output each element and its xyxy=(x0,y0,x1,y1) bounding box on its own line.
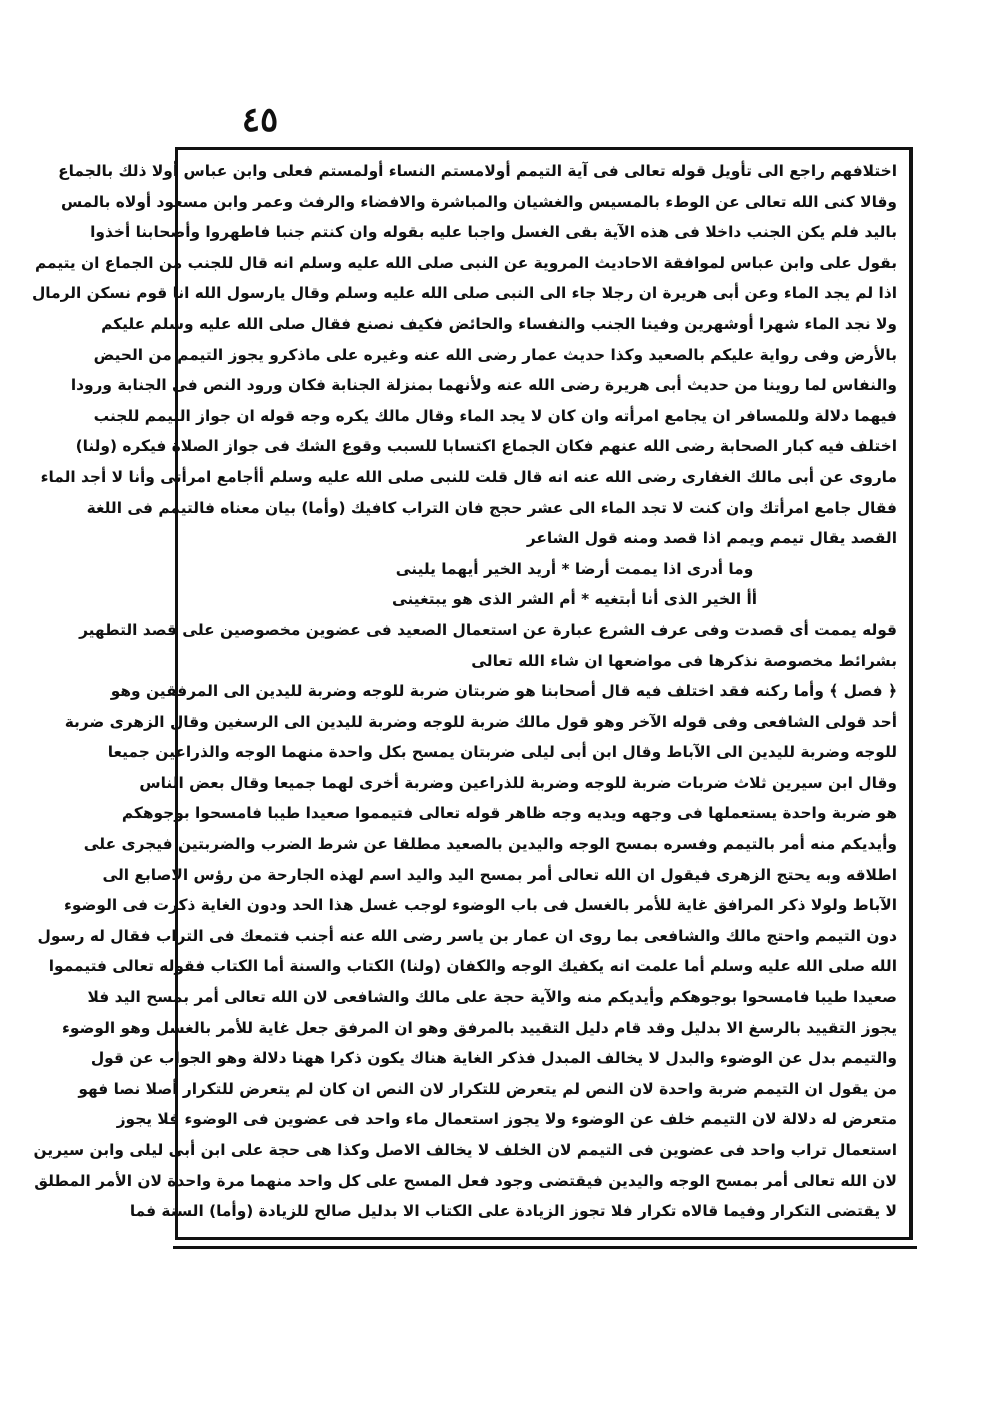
text-line: والتيمم بدل عن الوضوء والبدل لا يخالف المبدل فذكر الغاية هناك يكون ذكرا ههنا دلالة وهو الجواب عن قول xyxy=(90,1049,897,1068)
section-heading-line: ﴿ فصل ﴾ وأما ركنه فقد اختلف فيه قال أصحابنا هو ضربتان ضربة للوجه وضربة لليدين الى المرفقين وهو xyxy=(110,682,897,701)
text-line: صعيدا طيبا فامسحوا بوجوهكم وأيديكم منه والآية حجة على مالك والشافعى لان الله تعالى أمر بمسح اليد فلا xyxy=(87,988,897,1007)
text-line: بالأرض وفى رواية عليكم بالصعيد وكذا حديث عمار رضى الله عنه وغيره على ماذكرو يجوز التيمم من الحيض xyxy=(93,345,897,364)
text-line: وأيديكم منه أمر بالتيمم وفسره بمسح الوجه واليدين بالصعيد مطلقا عن شرط الضرب والضربتين فيجرى على xyxy=(83,835,897,854)
paragraph-definition xyxy=(79,615,897,676)
text-line: اختلافهم راجع الى تأويل قوله تعالى فى آية التيمم أولامستم النساء أولمستم فعلى وابن عباس أولا ذلك بالجماع xyxy=(58,162,897,180)
text-line: أحد قولى الشافعى وفى قوله الآخر وهو قول مالك ضربة للوجه وضربة لليدين الى الرسغين وقال الزهرى ضربة xyxy=(64,712,897,731)
text-line: ماروى عن أبى مالك الغفارى رضى الله عنه انه قال قلت للنبى صلى الله عليه وسلم أأجامع امرأتى وأنا لا أجد الماء xyxy=(40,467,897,486)
verse-line: وما أدرى اذا يممت أرضا * أريد الخير أيهما يلينى xyxy=(395,559,754,578)
text-line: لا يقتضى التكرار وفيما قالاه تكرار فلا تجوز الزيادة على الكتاب الا بدليل صالح للزيادة (وأما) السنة فما xyxy=(129,1202,897,1221)
text-line: اطلاقه وبه يحتج الزهرى فيقول ان الله تعالى أمر بمسح اليد واليد اسم لهذه الجارحة من رؤس الاصابع الى xyxy=(102,865,897,884)
frame-bottom-rule xyxy=(173,1246,917,1249)
paragraph-opening xyxy=(31,156,897,554)
text-line: الله صلى الله عليه وسلم أما علمت انه يكفيك الوجه والكفان (ولنا) الكتاب والسنة أما الكتاب فقوله تعالى فتيمموا xyxy=(48,957,897,976)
text-line: بشرائط مخصوصة نذكرها فى مواضعها ان شاء الله تعالى xyxy=(471,651,897,670)
text-line: والنفاس لما روينا من حديث أبى هريرة رضى الله عنه ولأنهما بمنزلة الجنابة فكان ورود النص فى الجنابة ورودا xyxy=(70,376,897,395)
text-line: باليد فلم يكن الجنب داخلا فى هذه الآية بقى الغسل واجبا عليه بقوله وان كنتم جنبا فاطهروا وأصحابنا أخذوا xyxy=(90,223,897,242)
text-line: قوله يممت أى قصدت وفى عرف الشرع عبارة عن استعمال الصعيد فى عضوين مخصوصين على قصد التطهير xyxy=(79,620,897,639)
text-line: فيهما دلالة وللمسافر ان يجامع امرأته وان كان لا يجد الماء وقال مالك يكره وجه قوله ان جواز التيمم للجنب xyxy=(93,406,897,425)
text-line: القصد يقال تيمم ويمم اذا قصد ومنه قول الشاعر xyxy=(526,529,897,548)
text-line: اذا لم يجد الماء وعن أبى هريرة ان رجلا جاء الى النبى صلى الله عليه وسلم وقال يارسول الله انا قوم نسكن الرمال xyxy=(31,284,897,303)
page-number: ٤٥ xyxy=(241,100,279,140)
paragraph-section xyxy=(33,676,897,1227)
text-line: فقال جامع امرأتك وان كنت لا تجد الماء الى عشر حجج فان التراب كافيك (وأما) بيان معناه فالتيمم فى اللغة xyxy=(86,498,897,517)
verse-line: أأ الخير الذى أنا أبتغيه * أم الشر الذى هو يبتغينى xyxy=(391,590,758,609)
text-line: للوجه وضربة لليدين الى الآباط وقال ابن أبى ليلى ضربتان يمسح بكل واحدة منهما الوجه والذراعين جميعا xyxy=(107,743,897,762)
text-line: الآباط ولولا ذكر المرافق غاية للأمر بالغسل فى باب الوضوء لوجب غسل هذا الحد ودون الغاية ذكرت فى الوضوء xyxy=(64,896,897,915)
text-line: لان الله تعالى أمر بمسح الوجه واليدين فيقتضى وجود فعل المسح على كل واحد منهما مرة واحدة لان الأمر المطلق xyxy=(34,1171,897,1190)
text-line: ولا نجد الماء شهرا أوشهرين وفينا الجنب والنفساء والحائض فكيف نصنع فقال صلى الله عليه وسلم عليكم xyxy=(101,314,897,333)
text-line: دون التيمم واحتج مالك والشافعى بما روى ان عمار بن ياسر رضى الله عنه أجنب فتمعك فى التراب فقال له رسول xyxy=(37,926,897,945)
text-frame xyxy=(31,147,913,1240)
text-line: وقال ابن سيرين ثلاث ضربات ضربة للوجه وضربة للذراعين وضربة أخرى لهما جميعا وقال بعض الناس xyxy=(139,773,897,792)
text-line: متعرض له دلالة لان التيمم خلف عن الوضوء ولا يجوز استعمال ماء واحد فى عضوين فى الوضوء فلا يجوز xyxy=(116,1110,897,1129)
poem-verse xyxy=(192,554,897,615)
text-line: من يقول ان التيمم ضربة واحدة لان النص لم يتعرض للتكرار لان النص ان كان لم يتعرض للتكرار أصلا نصا فهو xyxy=(78,1079,897,1098)
text-body xyxy=(31,156,897,1227)
text-line: استعمال تراب واحد فى عضوين فى التيمم لان الخلف لا يخالف الاصل وكذا هى حجة على ابن أبى ليلى وابن سيرين xyxy=(33,1141,897,1159)
text-line: اختلف فيه كبار الصحابة رضى الله عنهم فكان الجماع اكتسابا للسبب وقوع الشك فى جواز الصلاة فيكره (ولنا) xyxy=(75,437,897,456)
text-line: يجوز التقييد بالرسغ الا بدليل وقد قام دليل التقييد بالمرفق وهو ان المرفق جعل غاية للأمر بالغسل وهو الوضوء xyxy=(62,1018,897,1037)
text-line: هو ضربة واحدة يستعملها فى وجهه ويديه وجه ظاهر قوله تعالى فتيمموا صعيدا طيبا فامسحوا بوجوهكم xyxy=(121,804,897,823)
text-line: وقالا كنى الله تعالى عن الوطء بالمسيس والغشيان والمباشرة والافضاء والرفث وعمر وابن مسعود أولاه بالمس xyxy=(61,192,897,211)
text-line: بقول على وابن عباس لموافقة الاحاديث المروية عن النبى صلى الله عليه وسلم انه قال للجنب من الجماع ان يتيمم xyxy=(34,253,897,272)
